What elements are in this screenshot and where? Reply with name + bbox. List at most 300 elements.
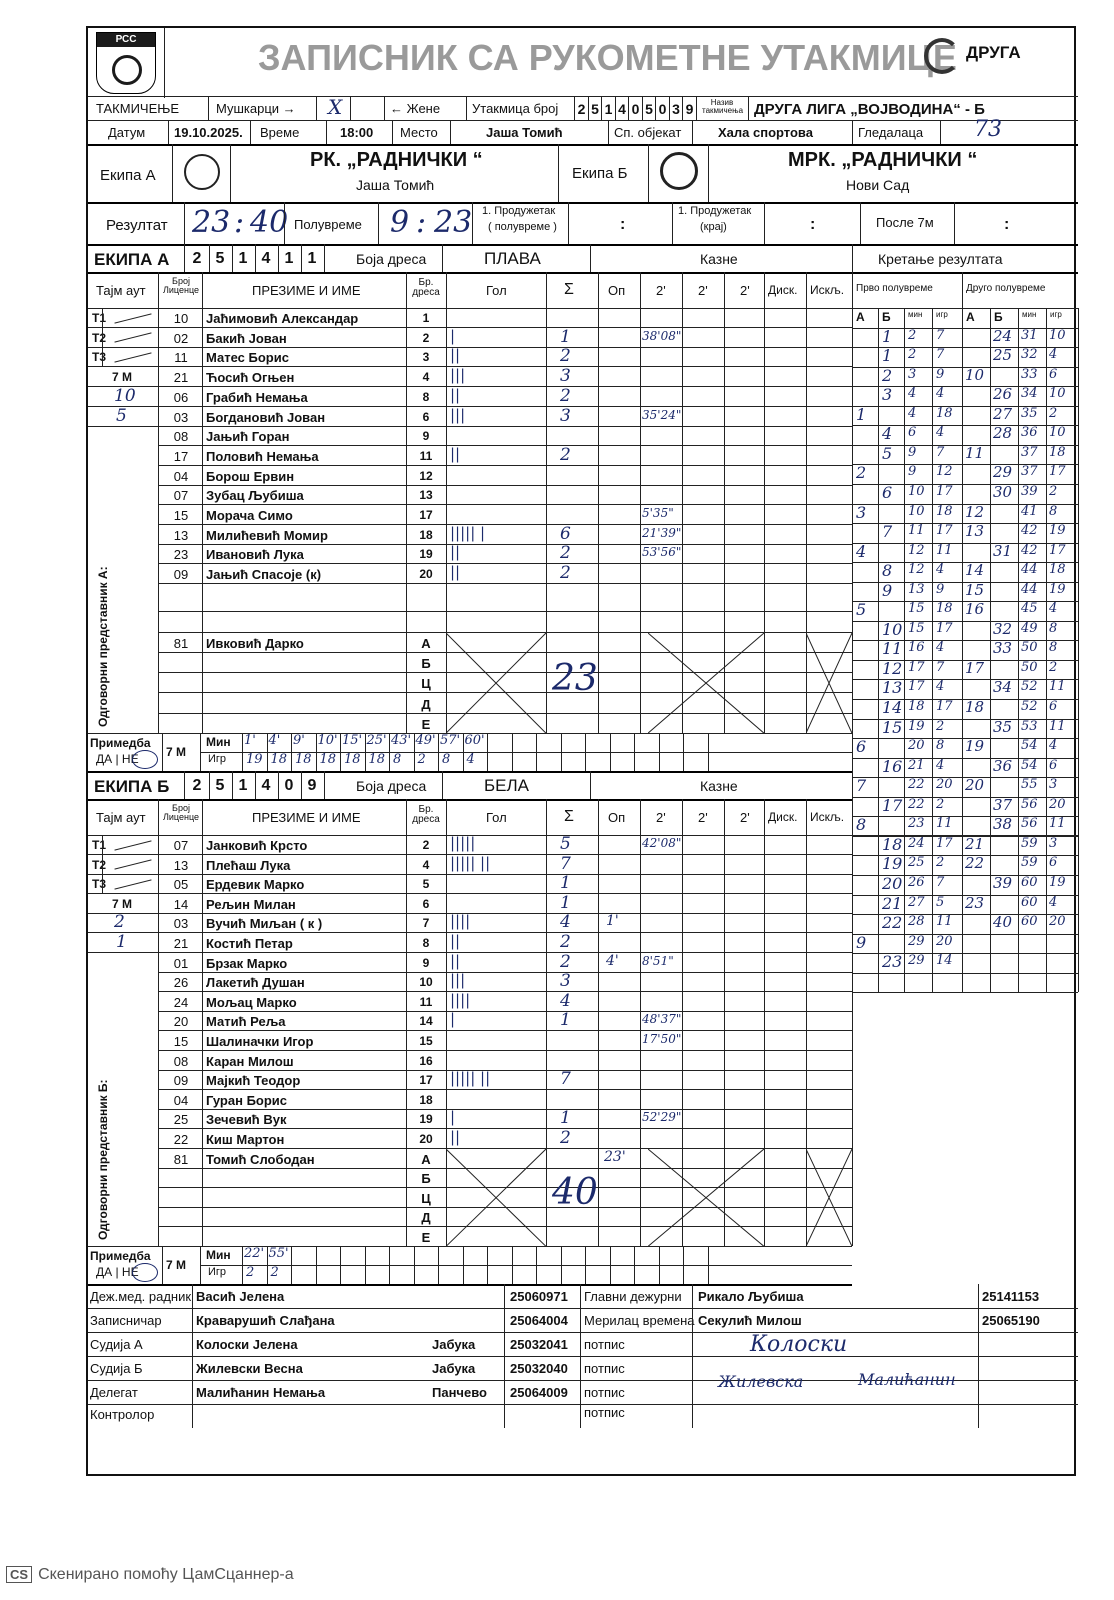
team_b-col-warn: Оп [608,810,626,825]
team_b-penalties-label: Казне [700,778,738,794]
team_a-player-licence: 23 [173,547,189,563]
footer-person-number: 25060971 [510,1289,568,1304]
team_a-title: ЕКИПА А [94,250,170,269]
rule-line [291,1246,292,1284]
venue-label: Сп. објекат [614,125,682,140]
team_b-code-digit: 2 [192,777,202,794]
rule-line [184,202,185,244]
team_a-7m-minute: 60' [464,733,485,748]
flow-first-cell: 21 [882,893,903,913]
men-mark: X [328,95,343,119]
team_a-player-name: Бакић Јован [206,330,287,346]
team_b-player-number: 7 [422,916,430,931]
flow-second-cell: 19 [1049,874,1066,890]
rule-line [392,120,393,144]
flow-first-cell: 10 [882,619,903,639]
team_b-player-licence: 26 [173,975,189,991]
flow-second-cell: 25 [993,346,1013,365]
rule-line [88,1332,1078,1333]
team_b-player-name: Јанковић Крсто [206,838,308,853]
rule-line [88,120,1078,121]
flow-second-cell: 52 [1021,699,1038,714]
flow-first-cell: 1 [882,346,893,366]
flow-first-cell: 20 [882,873,903,893]
rule-line [414,733,415,771]
flow-first-cell: 18 [936,601,953,617]
rule-line [692,1284,693,1428]
flow-second-cell: 34 [1021,386,1038,402]
team_b-player-number: 10 [419,975,433,990]
flow-first-cell: 2 [856,463,867,483]
rule-line [598,835,599,1246]
rule-line [640,835,641,1246]
team_a-7m-player: 19 [246,752,263,767]
rule-line [598,308,599,733]
footer-person-city: Јабука [432,1361,476,1376]
rule-line [764,799,765,835]
team_a-player-number: 13 [419,488,433,503]
rule-line [1018,308,1019,992]
flow-first-cell: 4 [936,679,945,695]
match-record-sheet [86,26,1076,1476]
team_a-7m-player: 8 [393,752,402,767]
rule-line [446,799,447,835]
rule-line [340,733,341,771]
team_a-7m-player: 4 [466,752,475,767]
time-value: 18:00 [340,125,374,140]
handball-icon [112,55,142,85]
team_a-player-2min: 5'35" [642,506,674,520]
rule-line [158,874,852,875]
flow-first-cell: 19 [908,718,925,734]
rule-line [88,893,158,894]
flow-first-cell: 22 [882,913,903,933]
flow-first-cell: 12 [882,658,903,678]
rule-line [1046,308,1047,992]
team_b-official-letter: Ц [421,1190,431,1206]
rule-line [88,952,158,953]
rule-line [852,406,1078,407]
rule-line [512,1246,513,1284]
flow-first-cell: 12 [908,562,925,578]
team_b-player-licence: 15 [173,1034,189,1049]
team_a-7m-minute: 1' [244,733,256,748]
flow-first-cell: 29 [908,933,925,949]
rule-line [932,308,933,992]
rule-line [904,308,905,992]
match-no-digit: 3 [672,101,680,117]
team_a-player-number: 12 [419,468,433,483]
team_a-player-name: Матес Борис [206,350,289,366]
flow-second-cell: 27 [993,404,1013,423]
team_b-player-licence: 07 [173,838,189,853]
team_a-7m-minute: 15' [342,733,363,748]
rule-line [316,96,317,120]
team_a-player-licence: 02 [173,330,189,346]
team_b-col-name: ПРЕЗИМЕ И ИМЕ [252,810,361,825]
team_b-player-name: Матић Реља [206,1014,286,1030]
team_b-code-digit: 9 [307,777,317,794]
team_a-player-number: 4 [422,370,430,385]
rule-line [340,1246,341,1284]
rule-line [172,144,173,202]
team_a-no-circle [132,750,158,769]
ot2-sub: (крај) [700,221,727,233]
team_b-official-letter: Д [421,1210,431,1226]
flow-first-cell: 11 [936,816,953,832]
team_b-player-number: 11 [419,994,433,1009]
flow-first-cell: 16 [908,640,925,656]
team_b-player-licence: 01 [173,955,189,971]
team-b-name: МРК. „РАДНИЧКИ “ [788,149,978,171]
team_b-player-number: 6 [422,896,430,911]
spectators-value: 73 [974,117,1002,142]
flow-first-cell: 17 [908,659,925,675]
flow-first-cell: 15 [908,620,925,636]
flow-col-header: Б [994,310,1003,324]
team_a-player-goal-tally: ||| [450,366,466,385]
flow-second-cell: 32 [993,619,1013,638]
team_b-yes-no: ДА | НЕ [96,1265,139,1279]
team_a-player-number: 11 [419,448,433,463]
match-no-digit: 9 [685,101,694,117]
team_b-player-warning: 4' [606,952,619,969]
flow-first-cell: 22 [908,777,925,793]
team_b-player-number: 8 [422,936,430,950]
rule-line [158,854,852,855]
rule-line [640,308,641,733]
flow-first-cell: 4 [856,541,867,561]
rule-line [324,244,325,272]
rule-line [88,272,1078,274]
rule-line [546,835,547,1246]
place-label: Место [400,125,438,140]
team_a-player-goal-tally: || [450,563,461,582]
rule-line [88,1246,852,1247]
flow-first-cell: 2 [936,855,945,871]
flow-second-cell: 18 [1049,444,1066,460]
flow-first-cell: 4 [936,757,945,773]
team_a-col-name: ПРЕЗИМЕ И ИМЕ [252,283,361,298]
team_a-col-licence: Број Лиценце [162,276,200,295]
team_a-goal-cross [446,633,546,733]
flow-second-cell: 22 [965,854,985,873]
rule-line [806,272,807,308]
halftime-label: Полувреме [294,217,362,232]
team_b-code-digit: 0 [284,777,294,794]
flow-second-cell: 50 [1021,640,1038,656]
flow-second-cell: 2 [1049,483,1058,499]
flow-first-cell: 2 [882,365,893,385]
rule-line [406,835,407,1246]
rule-line [610,1246,611,1284]
team_b-timeout-label: 7 М [112,896,133,911]
team_b-player-name: Брзак Марко [206,955,288,971]
footer-role-label: Судија Б [90,1361,143,1376]
rule-line [590,771,591,799]
flow-first-cell: 17 [936,483,953,499]
flow-first-cell: 2 [936,718,945,734]
team_b-player-name: Ердевик Марко [206,877,305,893]
team_b-player-name: Мољац Марко [206,994,297,1010]
signature-delegate: Малићанин [858,1370,956,1389]
flow-first-cell: 2 [936,796,945,812]
rule-line [487,1246,488,1284]
flow-second-cell: 60 [1021,914,1038,930]
match-no-digit: 5 [645,101,653,117]
team_a-player-2min: 21'39" [642,525,682,540]
footer-role-label: Деж.мед. радник [90,1289,192,1304]
rule-line [202,272,203,308]
team_b-no-circle [132,1263,158,1282]
team_b-player-licence: 22 [173,1132,189,1147]
rule-line [158,1050,852,1051]
flow-first-cell: 7 [936,659,945,675]
rule-line [438,733,439,771]
rule-line [406,799,407,835]
rule-line [88,771,852,773]
flow-second-cell: 8 [1049,640,1058,656]
team_b-player-goal-sum: 2 [560,1128,571,1148]
score-b: 40 [250,205,289,240]
flow-second-cell: 33 [1021,366,1038,382]
team_a-7m-minute: 4' [268,733,281,748]
ot2-label: 1. Продужетак [678,205,752,217]
team-b-crest-icon [660,152,698,190]
team_b-timeout-label: Т1 [92,838,107,852]
rule-line [558,144,559,202]
team_a-7m-player: 18 [270,752,288,767]
flow-first-cell: 9 [936,366,945,382]
rule-line [365,733,366,771]
team_b-player-goal-tally: ||||| || [450,1069,491,1088]
rule-line [442,244,443,272]
rule-line [88,1356,1078,1357]
team_b-total-goals: 40 [552,1172,598,1214]
team_a-col-warn: Оп [608,283,626,298]
team_a-7m-player: 18 [295,752,312,767]
rule-line [852,464,1078,465]
rule-line [683,733,684,771]
competition-name: ДРУГА ЛИГА „ВОЈВОДИНА“ - Б [754,101,985,118]
flow-first-cell: 17 [936,699,953,714]
flow-first-cell: 24 [908,835,925,851]
team_b-7m-minute: 22' [244,1246,265,1261]
team_a-player-goal-sum: 2 [560,563,571,584]
flow-first-cell: 9 [882,580,893,600]
team_b-player-goal-tally: |||| [450,990,471,1009]
flow-first-cell: 3 [882,385,893,405]
men-label: Мушкарци → [216,101,296,116]
time-label: Време [260,125,300,140]
team_a-player-licence: 08 [173,429,189,445]
flow-col-header: мин [1022,310,1037,319]
team_b-player-goal-sum: 1 [560,873,571,894]
flow-second-cell: 56 [1021,796,1038,812]
flow-second-cell: 36 [993,756,1013,775]
flow-first-cell: 27 [908,894,925,910]
flow-second-cell: 2 [1049,405,1058,421]
team_b-player-licence: 21 [173,936,189,951]
ht-sep: : [416,205,427,240]
rule-line [88,854,158,855]
team_a-player-number: 19 [419,547,433,562]
flow-second-cell: 35 [993,717,1013,736]
rule-line [852,308,853,992]
camscanner-badge: CS [6,1566,32,1583]
team_a-player-goal-tally: || [450,543,461,562]
team_b-player-licence: 05 [173,877,189,893]
team_a-7m-taken: 10 [114,385,136,406]
rule-line [852,272,853,308]
flow-second-cell: 37 [1021,464,1038,480]
rule-line [158,932,852,933]
flow-first-cell: 8 [936,738,945,754]
footer-person-name: Васић Јелена [196,1289,285,1304]
team_b-col-sum: Σ [564,808,574,825]
flow-second-cell: 34 [993,678,1013,697]
rule-line [192,1284,193,1428]
flow-first-cell: 11 [936,542,953,558]
rule-line [88,308,1078,309]
rule-line [326,120,327,144]
flow-first-cell: 20 [936,777,953,793]
ot1-sub: ( полувреме ) [488,221,557,233]
rule-line [724,835,725,1246]
team_a-shirt-label: Боја дреса [356,251,427,267]
team_a-player-name: Ивановић Лука [206,547,304,563]
flow-first-cell: 15 [908,601,925,617]
spectators-label: Гледалаца [858,125,924,140]
team_a-player-licence: 09 [173,567,189,583]
team_b-player-number: 18 [419,1092,433,1107]
flow-second-cell: 16 [965,600,985,619]
team_b-title: ЕКИПА Б [94,777,170,796]
footer-person-number: 25064009 [510,1385,568,1400]
place-value: Јаша Томић [486,125,563,140]
rule-line [446,308,447,733]
rule-line [158,544,852,545]
rule-line [389,733,390,771]
league-logo [924,36,1064,80]
footer-role-label: потпис [584,1337,625,1352]
rule-line [878,308,879,992]
rule-line [682,308,683,733]
rule-line [88,874,158,875]
flow-first-cell: 29 [908,953,925,969]
ot2-colon: : [810,216,816,233]
flow-first-cell: 4 [936,386,945,402]
rule-line [230,144,231,202]
flow-second-cell: 20 [1049,796,1066,812]
flow-first-cell: 13 [882,678,903,698]
team_b-player-goal-sum: 3 [560,971,571,992]
team_a-7m-scored: 5 [116,405,127,426]
flow-second-cell: 45 [1021,601,1038,617]
team_a-timeout-slash [114,333,151,343]
team_b-player-name: Лакетић Душан [206,975,305,991]
team_b-player-2min: 8'51" [642,953,674,968]
team_b-player-goal-sum: 1 [560,1108,571,1129]
team_b-col-2min: 2' [740,810,750,825]
flow-first-label: Прво полувреме [856,283,933,294]
flow-first-cell: 23 [908,816,925,832]
flow-first-cell: 4 [936,640,945,656]
team_a-player-goal-sum: 2 [560,346,571,367]
rule-line [414,1246,415,1284]
team_b-7m-taken: 2 [114,912,125,933]
flow-first-cell: 1 [882,326,893,346]
rule-line [158,1089,852,1090]
rule-line [162,733,163,771]
team_a-total-goals: 23 [552,657,598,699]
flow-first-cell: 13 [908,581,925,597]
league-logo-icon [924,38,960,74]
rule-line [585,1246,586,1284]
team_a-official-licence: 81 [173,635,189,651]
flow-second-cell: 6 [1049,366,1058,382]
rule-line [561,733,562,771]
rule-line [324,771,325,799]
rule-line [242,1246,243,1284]
rule-line [764,202,765,244]
team_a-col-goal: Гол [486,283,507,298]
team_b-official-warning: 23' [604,1148,626,1165]
team_b-7m-player-label: Игр [208,1266,227,1278]
team_a-timeout-label: Т2 [92,330,107,345]
team_b-7m-player: 2 [246,1265,255,1280]
score-sep: : [234,205,245,240]
flow-first-cell: 17 [936,620,953,636]
team_b-official-name: Томић Слободан [206,1151,315,1167]
team_b-code-digit: 5 [215,777,225,794]
flow-second-cell: 40 [993,913,1013,932]
flow-second-cell: 6 [1049,699,1058,714]
team_b-player-number: 20 [419,1132,433,1146]
team_b-player-goal-sum: 7 [560,853,571,874]
team_a-player-goal-tally: || [450,346,461,365]
team_b-player-2min: 48'37" [642,1012,682,1027]
flow-second-cell: 4 [1049,601,1058,617]
flow-second-cell: 4 [1049,894,1058,910]
team_a-official-letter: Е [421,717,431,732]
team_b-col-timeout: Тајм аут [96,810,146,825]
rule-line [267,1246,268,1284]
footer-person-city: Панчево [432,1385,487,1400]
match-no-digit: 1 [604,101,613,117]
flow-second-cell: 31 [1021,327,1038,343]
rule-line [158,799,159,835]
team_a-7m-minute: 25' [366,733,387,748]
flow-col-header: А [966,310,975,324]
team_a-timeout-slash [114,313,151,323]
team_b-code-digit: 1 [238,777,248,794]
rule-line [158,563,852,564]
signature-referee-a: Колоски [750,1332,848,1357]
rule-line [590,244,591,272]
team-b-city: Нови Сад [846,177,910,193]
rule-line [158,465,852,466]
flow-first-cell: 6 [882,482,893,502]
rule-line [384,96,385,120]
team_a-player-licence: 11 [174,350,188,366]
team_b-player-number: 4 [422,857,430,872]
team_b-shirt-color: БЕЛА [484,776,529,795]
flow-first-cell: 12 [908,542,925,558]
footer-person-name: Рикало Љубиша [698,1289,804,1304]
ht-a: 9 [390,205,410,240]
flow-second-cell: 37 [1021,444,1038,460]
